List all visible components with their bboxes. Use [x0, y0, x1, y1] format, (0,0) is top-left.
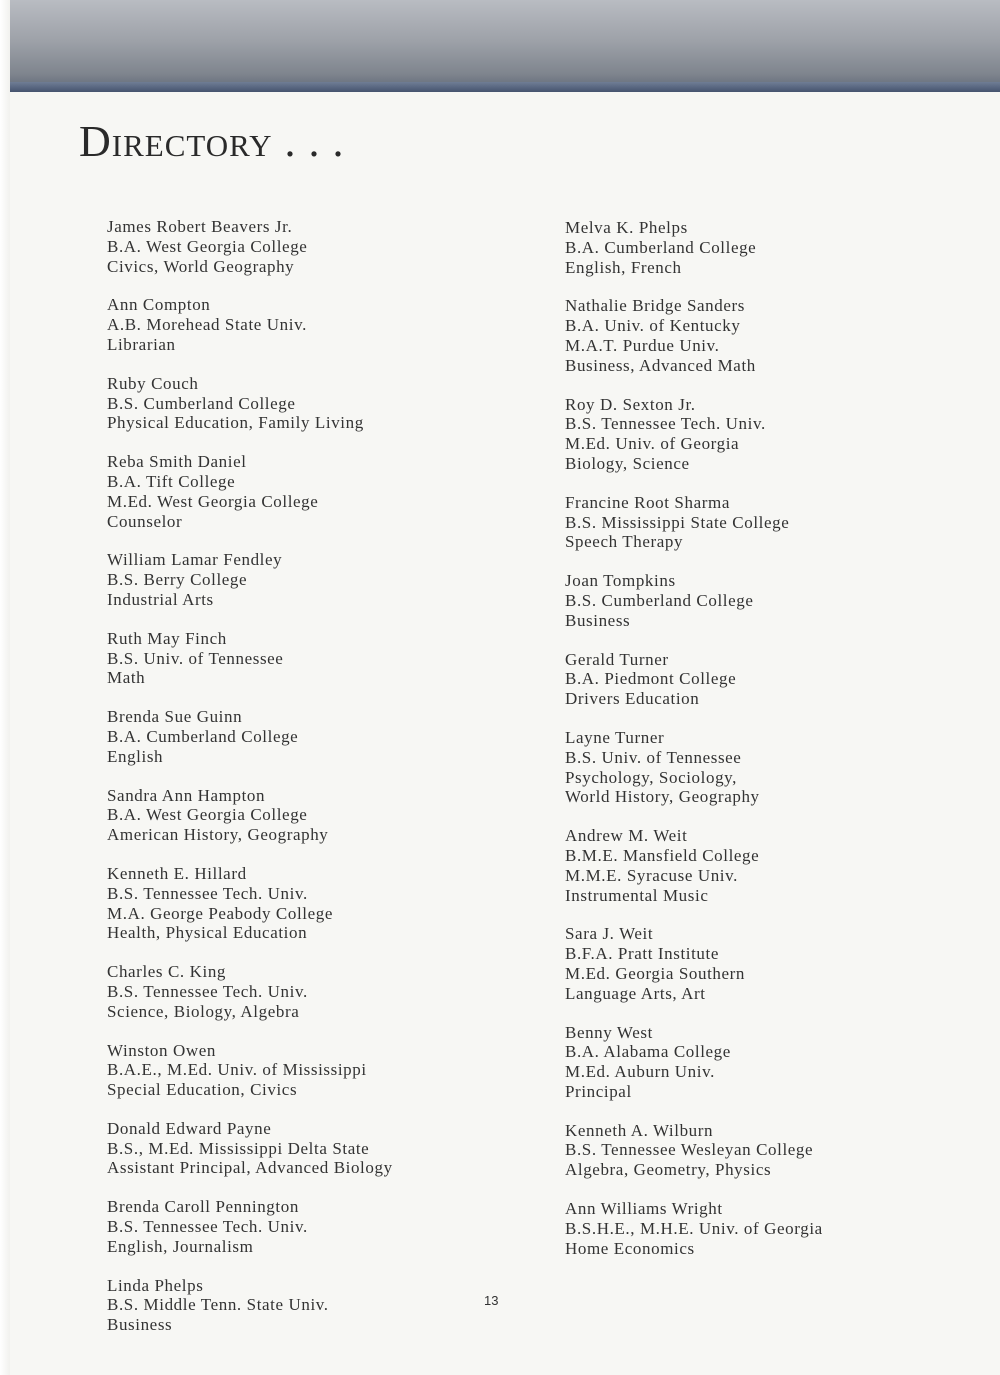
teacher-degree: B.S.H.E., M.H.E. Univ. of Georgia [565, 1218, 823, 1238]
teacher-subjects: Civics, World Geography [107, 256, 295, 276]
directory-entry [565, 395, 985, 474]
teacher-subjects: Biology, Science [565, 453, 690, 473]
teacher-degree: B.M.E. Mansfield College [565, 845, 760, 865]
teacher-subjects: Industrial Arts [107, 589, 214, 609]
teacher-subjects: Librarian [107, 334, 176, 354]
teacher-degree: B.S. Univ. of Tennessee [107, 648, 284, 668]
directory-column-right [565, 218, 985, 1277]
teacher-subjects: Special Education, Civics [107, 1080, 298, 1100]
directory-entry [107, 962, 527, 1021]
directory-column-left [107, 217, 527, 1354]
teacher-name: Kenneth E. Hillard [107, 863, 247, 883]
teacher-degree: B.A. Alabama College [565, 1042, 731, 1062]
teacher-name: Ruby Couch [107, 373, 199, 393]
teacher-subjects: English, Journalism [107, 1236, 254, 1256]
directory-entry [107, 707, 527, 766]
teacher-name: James Robert Beavers Jr. [107, 217, 293, 236]
teacher-degree: B.A. West Georgia College [107, 236, 308, 256]
directory-entry [107, 452, 527, 531]
directory-entry [107, 217, 527, 276]
teacher-degree: B.A. West Georgia College [107, 805, 308, 825]
directory-entry [565, 493, 985, 552]
teacher-name: Joan Tompkins [565, 571, 676, 591]
teacher-name: Charles C. King [107, 962, 227, 982]
teacher-subjects: Health, Physical Education [107, 923, 308, 943]
teacher-subjects: Math [107, 668, 146, 688]
teacher-name: Ruth May Finch [107, 628, 227, 648]
directory-entry [565, 296, 985, 375]
teacher-degree: B.S., M.Ed. Mississippi Delta State [107, 1138, 370, 1158]
teacher-subjects: Counselor [107, 511, 183, 531]
teacher-subjects: Instrumental Music [565, 885, 709, 905]
teacher-degree: M.Ed. Auburn Univ. [565, 1062, 715, 1082]
teacher-subjects: Business [565, 610, 631, 630]
page-number: 13 [484, 1293, 499, 1308]
teacher-name: Brenda Sue Guinn [107, 707, 243, 727]
teacher-subjects: English [107, 746, 164, 766]
teacher-degree: B.S. Middle Tenn. State Univ. [107, 1295, 329, 1315]
teacher-degree: B.A.E., M.Ed. Univ. of Mississippi [107, 1060, 367, 1080]
teacher-subjects: Speech Therapy [565, 532, 684, 552]
teacher-degree: B.S. Tennessee Tech. Univ. [107, 1217, 308, 1237]
directory-entry [107, 295, 527, 354]
directory-entry [107, 550, 527, 609]
teacher-degree: M.A.T. Purdue Univ. [565, 335, 720, 355]
teacher-degree: B.S. Mississippi State College [565, 512, 790, 532]
teacher-name: Sandra Ann Hampton [107, 785, 266, 805]
scan-edge-band [0, 82, 1000, 92]
directory-entry [107, 786, 527, 845]
teacher-subjects: Physical Education, Family Living [107, 413, 364, 433]
teacher-degree: B.A. Univ. of Kentucky [565, 316, 741, 336]
teacher-subjects: Business [107, 1315, 173, 1335]
teacher-subjects: Assistant Principal, Advanced Biology [107, 1158, 393, 1178]
teacher-subjects: World History, Geography [565, 787, 760, 807]
directory-entry [565, 650, 985, 709]
directory-entry [107, 1041, 527, 1100]
teacher-degree: M.A. George Peabody College [107, 903, 333, 923]
teacher-name: Andrew M. Weit [565, 826, 688, 846]
teacher-name: Roy D. Sexton Jr. [565, 394, 696, 414]
teacher-degree: M.Ed. Georgia Southern [565, 963, 746, 983]
teacher-name: Layne Turner [565, 727, 665, 747]
teacher-degree: B.S. Berry College [107, 570, 248, 590]
directory-entry [107, 864, 527, 943]
teacher-name: Francine Root Sharma [565, 492, 730, 512]
teacher-degree: B.S. Tennessee Wesleyan College [565, 1140, 814, 1160]
teacher-degree: B.S. Univ. of Tennessee [565, 747, 742, 767]
teacher-name: Winston Owen [107, 1040, 216, 1060]
teacher-degree: M.Ed. West Georgia College [107, 491, 319, 511]
teacher-degree: B.S. Tennessee Tech. Univ. [107, 981, 308, 1001]
teacher-name: Reba Smith Daniel [107, 452, 247, 472]
teacher-subjects: Algebra, Geometry, Physics [565, 1160, 772, 1180]
teacher-name: Ann Compton [107, 295, 211, 315]
directory-entry [107, 1119, 527, 1178]
teacher-degree: B.A. Cumberland College [565, 237, 757, 257]
teacher-name: William Lamar Fendley [107, 550, 283, 570]
teacher-name: Melva K. Phelps [565, 218, 688, 237]
teacher-degree: A.B. Morehead State Univ. [107, 315, 307, 335]
teacher-subjects: English, French [565, 257, 682, 277]
directory-entry [565, 1199, 985, 1258]
teacher-name: Benny West [565, 1022, 653, 1042]
teacher-degree: B.S. Tennessee Tech. Univ. [565, 414, 766, 434]
teacher-subjects: Science, Biology, Algebra [107, 1001, 300, 1021]
directory-entry [565, 826, 985, 905]
teacher-subjects: Drivers Education [565, 689, 700, 709]
teacher-degree: Psychology, Sociology, [565, 767, 738, 787]
teacher-subjects: American History, Geography [107, 825, 329, 845]
directory-entry [565, 218, 985, 277]
teacher-name: Donald Edward Payne [107, 1118, 272, 1138]
teacher-name: Brenda Caroll Pennington [107, 1197, 299, 1217]
teacher-degree: B.A. Piedmont College [565, 669, 737, 689]
teacher-name: Ann Williams Wright [565, 1199, 723, 1219]
teacher-degree: B.A. Tift College [107, 471, 236, 491]
teacher-subjects: Home Economics [565, 1238, 695, 1258]
teacher-subjects: Business, Advanced Math [565, 355, 756, 375]
teacher-degree: M.Ed. Univ. of Georgia [565, 434, 740, 454]
directory-entry [107, 629, 527, 688]
directory-entry [565, 571, 985, 630]
directory-entry [107, 1197, 527, 1256]
directory-entry [565, 924, 985, 1003]
teacher-subjects: Principal [565, 1081, 632, 1101]
teacher-degree: B.S. Tennessee Tech. Univ. [107, 883, 308, 903]
teacher-degree: M.M.E. Syracuse Univ. [565, 865, 738, 885]
directory-entry [107, 1276, 527, 1335]
page-title: Directory . . . [79, 117, 345, 166]
teacher-name: Kenneth A. Wilburn [565, 1120, 714, 1140]
directory-entry [107, 374, 527, 433]
teacher-degree: B.F.A. Pratt Institute [565, 944, 719, 964]
scan-binding-shadow [0, 0, 1000, 92]
teacher-name: Gerald Turner [565, 649, 669, 669]
teacher-name: Sara J. Weit [565, 924, 654, 944]
teacher-name: Nathalie Bridge Sanders [565, 296, 745, 316]
directory-entry [565, 728, 985, 807]
teacher-degree: B.A. Cumberland College [107, 726, 299, 746]
teacher-name: Linda Phelps [107, 1275, 204, 1295]
scan-left-margin [0, 0, 10, 1375]
directory-entry [565, 1023, 985, 1102]
teacher-degree: B.S. Cumberland College [107, 393, 296, 413]
teacher-subjects: Language Arts, Art [565, 983, 706, 1003]
directory-entry [565, 1121, 985, 1180]
teacher-degree: B.S. Cumberland College [565, 590, 754, 610]
